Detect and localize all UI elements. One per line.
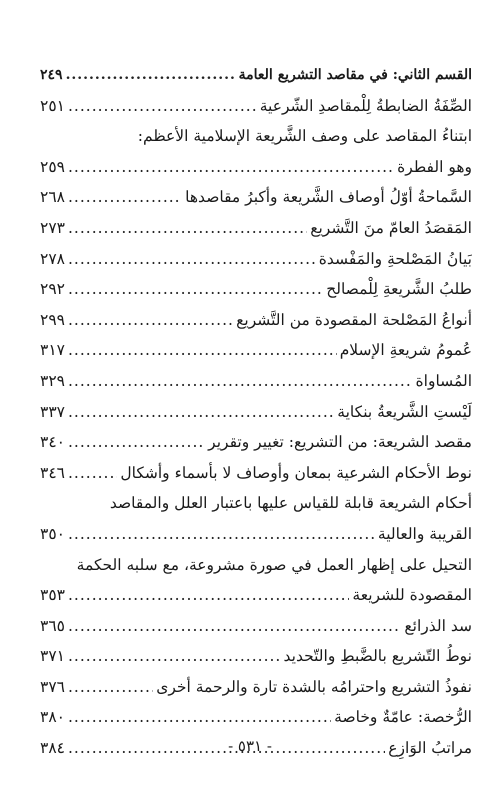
toc-entry-page: ٣٨٠ — [40, 708, 65, 727]
toc-entry-page: ٢٧٣ — [40, 218, 65, 237]
toc-entry — [40, 91, 472, 122]
toc-entry-title: طلبُ الشَّريعةِ لِلْمصالح — [326, 280, 472, 299]
dot-leader — [68, 213, 307, 244]
dot-leader — [66, 60, 236, 91]
toc-entry — [40, 366, 472, 397]
toc-entry-title: مقصد الشريعة: من التشريع: تغيير وتقرير — [208, 433, 472, 452]
toc-entry-page: ٢٥١ — [40, 96, 65, 115]
toc-entry — [40, 182, 472, 213]
toc-entry-title: مراتبُ الوَازِع — [388, 739, 472, 758]
toc-entry-page: ٣٤٠ — [40, 433, 65, 452]
toc-entry-title: المَقصَدُ العامّ منَ التَّشريع — [310, 218, 472, 237]
toc-entry-title: الصِّفَةُ الضابطةُ لِلْمقاصدِ الشّرعية — [259, 96, 472, 115]
toc-entry — [40, 641, 472, 672]
toc-entry-page: ٢٥٩ — [40, 157, 65, 176]
dot-leader — [68, 366, 413, 397]
dot-leader — [68, 274, 323, 305]
dot-leader — [68, 611, 401, 642]
toc-entry-page: ٢٩٩ — [40, 310, 65, 329]
dot-leader — [68, 305, 233, 336]
toc-entry — [40, 550, 472, 581]
toc-entry-title: سد الذرائع — [404, 616, 472, 635]
toc-entry-title: القسم الثاني: في مقاصد التشريع العامة — [238, 67, 472, 83]
toc-entry — [40, 458, 472, 489]
toc-entry-page: ٣٦٥ — [40, 616, 65, 635]
toc-entry-title: عُمومُ شريعةِ الإسلام — [339, 341, 472, 360]
dot-leader — [68, 458, 117, 489]
dot-leader — [68, 427, 205, 458]
toc-entry-title: نفوذُ التشريع واحترامُه بالشدة تارة والرحمة أخرى — [156, 677, 472, 696]
toc-entry-page: ٢٦٨ — [40, 188, 65, 207]
toc-entry — [40, 397, 472, 428]
toc-entry — [40, 305, 472, 336]
table-of-contents — [40, 60, 472, 764]
dot-leader — [68, 702, 331, 733]
dot-leader — [68, 519, 375, 550]
toc-entry-page: ٣٢٩ — [40, 371, 65, 390]
dot-leader — [68, 335, 337, 366]
toc-entry — [40, 519, 472, 550]
dot-leader — [68, 641, 281, 672]
toc-entry-title: الرُّخصة: عامّةٌ وخاصة — [334, 708, 472, 727]
dot-leader — [68, 397, 334, 428]
toc-entry-title: وهو الفطرة — [397, 157, 472, 176]
toc-entry-title: السَّماحةُ أوّلُ أوصاف الشَّريعة وأكبرُ مقاصدها — [185, 188, 472, 207]
toc-entry-page: ٣٥٠ — [40, 524, 65, 543]
toc-entry-page: ٢٩٢ — [40, 280, 65, 299]
toc-entry — [40, 580, 472, 611]
page-number: - ٥٣١ - — [228, 737, 272, 755]
toc-entry-title: أنواعُ المَصْلحة المقصودة من التَّشريع — [236, 310, 472, 329]
toc-entry-title: نوطُ التّشريع بالضَّبطِ والتّحديد — [283, 647, 472, 666]
dot-leader — [68, 672, 153, 703]
toc-entry — [40, 702, 472, 733]
toc-entry-page: ٣٧١ — [40, 647, 65, 666]
section-heading — [40, 60, 472, 91]
toc-entry-title: المُساواة — [415, 371, 472, 390]
toc-entry-title: المقصودة للشريعة — [352, 586, 472, 605]
toc-entry — [40, 152, 472, 183]
toc-entry-page: ٣٨٤ — [40, 739, 65, 758]
toc-entry — [40, 274, 472, 305]
toc-entry — [40, 488, 472, 519]
toc-entry — [40, 427, 472, 458]
toc-entry — [40, 335, 472, 366]
dot-leader — [68, 152, 394, 183]
toc-entry — [40, 121, 472, 152]
toc-entry-page: ٢٤٩ — [40, 67, 63, 83]
toc-entry-page: ٣٤٦ — [40, 463, 65, 482]
toc-entry-page: ٣٣٧ — [40, 402, 65, 421]
toc-entry — [40, 244, 472, 275]
toc-entry — [40, 672, 472, 703]
toc-entry-title: نوط الأحكام الشرعية بمعان وأوصاف لا بأسماء وأشكال — [120, 463, 472, 482]
toc-entry-title: بَيانُ المَصْلحةِ والمَفْسدة — [318, 249, 472, 268]
toc-entry-page: ٣٥٣ — [40, 586, 65, 605]
toc-entry-title: لَيْستِ الشَّريعةُ بنكاية — [337, 402, 472, 421]
dot-leader — [68, 244, 316, 275]
toc-entry-title: ابتناءُ المقاصد على وصف الشَّريعة الإسلامية الأعظم: — [137, 127, 472, 146]
toc-entry-page: ٣١٧ — [40, 341, 65, 360]
toc-entry-title: التحيل على إظهار العمل في صورة مشروعة، مع سلبه الحكمة — [76, 555, 472, 574]
toc-entry — [40, 611, 472, 642]
toc-entry-page: ٣٧٦ — [40, 677, 65, 696]
toc-entry — [40, 213, 472, 244]
dot-leader — [68, 182, 182, 213]
dot-leader — [68, 580, 349, 611]
dot-leader — [68, 91, 257, 122]
toc-entry-page: ٢٧٨ — [40, 249, 65, 268]
toc-entry-title: القريبة والعالية — [377, 524, 472, 543]
toc-entry-title: أحكام الشريعة قابلة للقياس عليها باعتبار العلل والمقاصد — [109, 494, 472, 513]
